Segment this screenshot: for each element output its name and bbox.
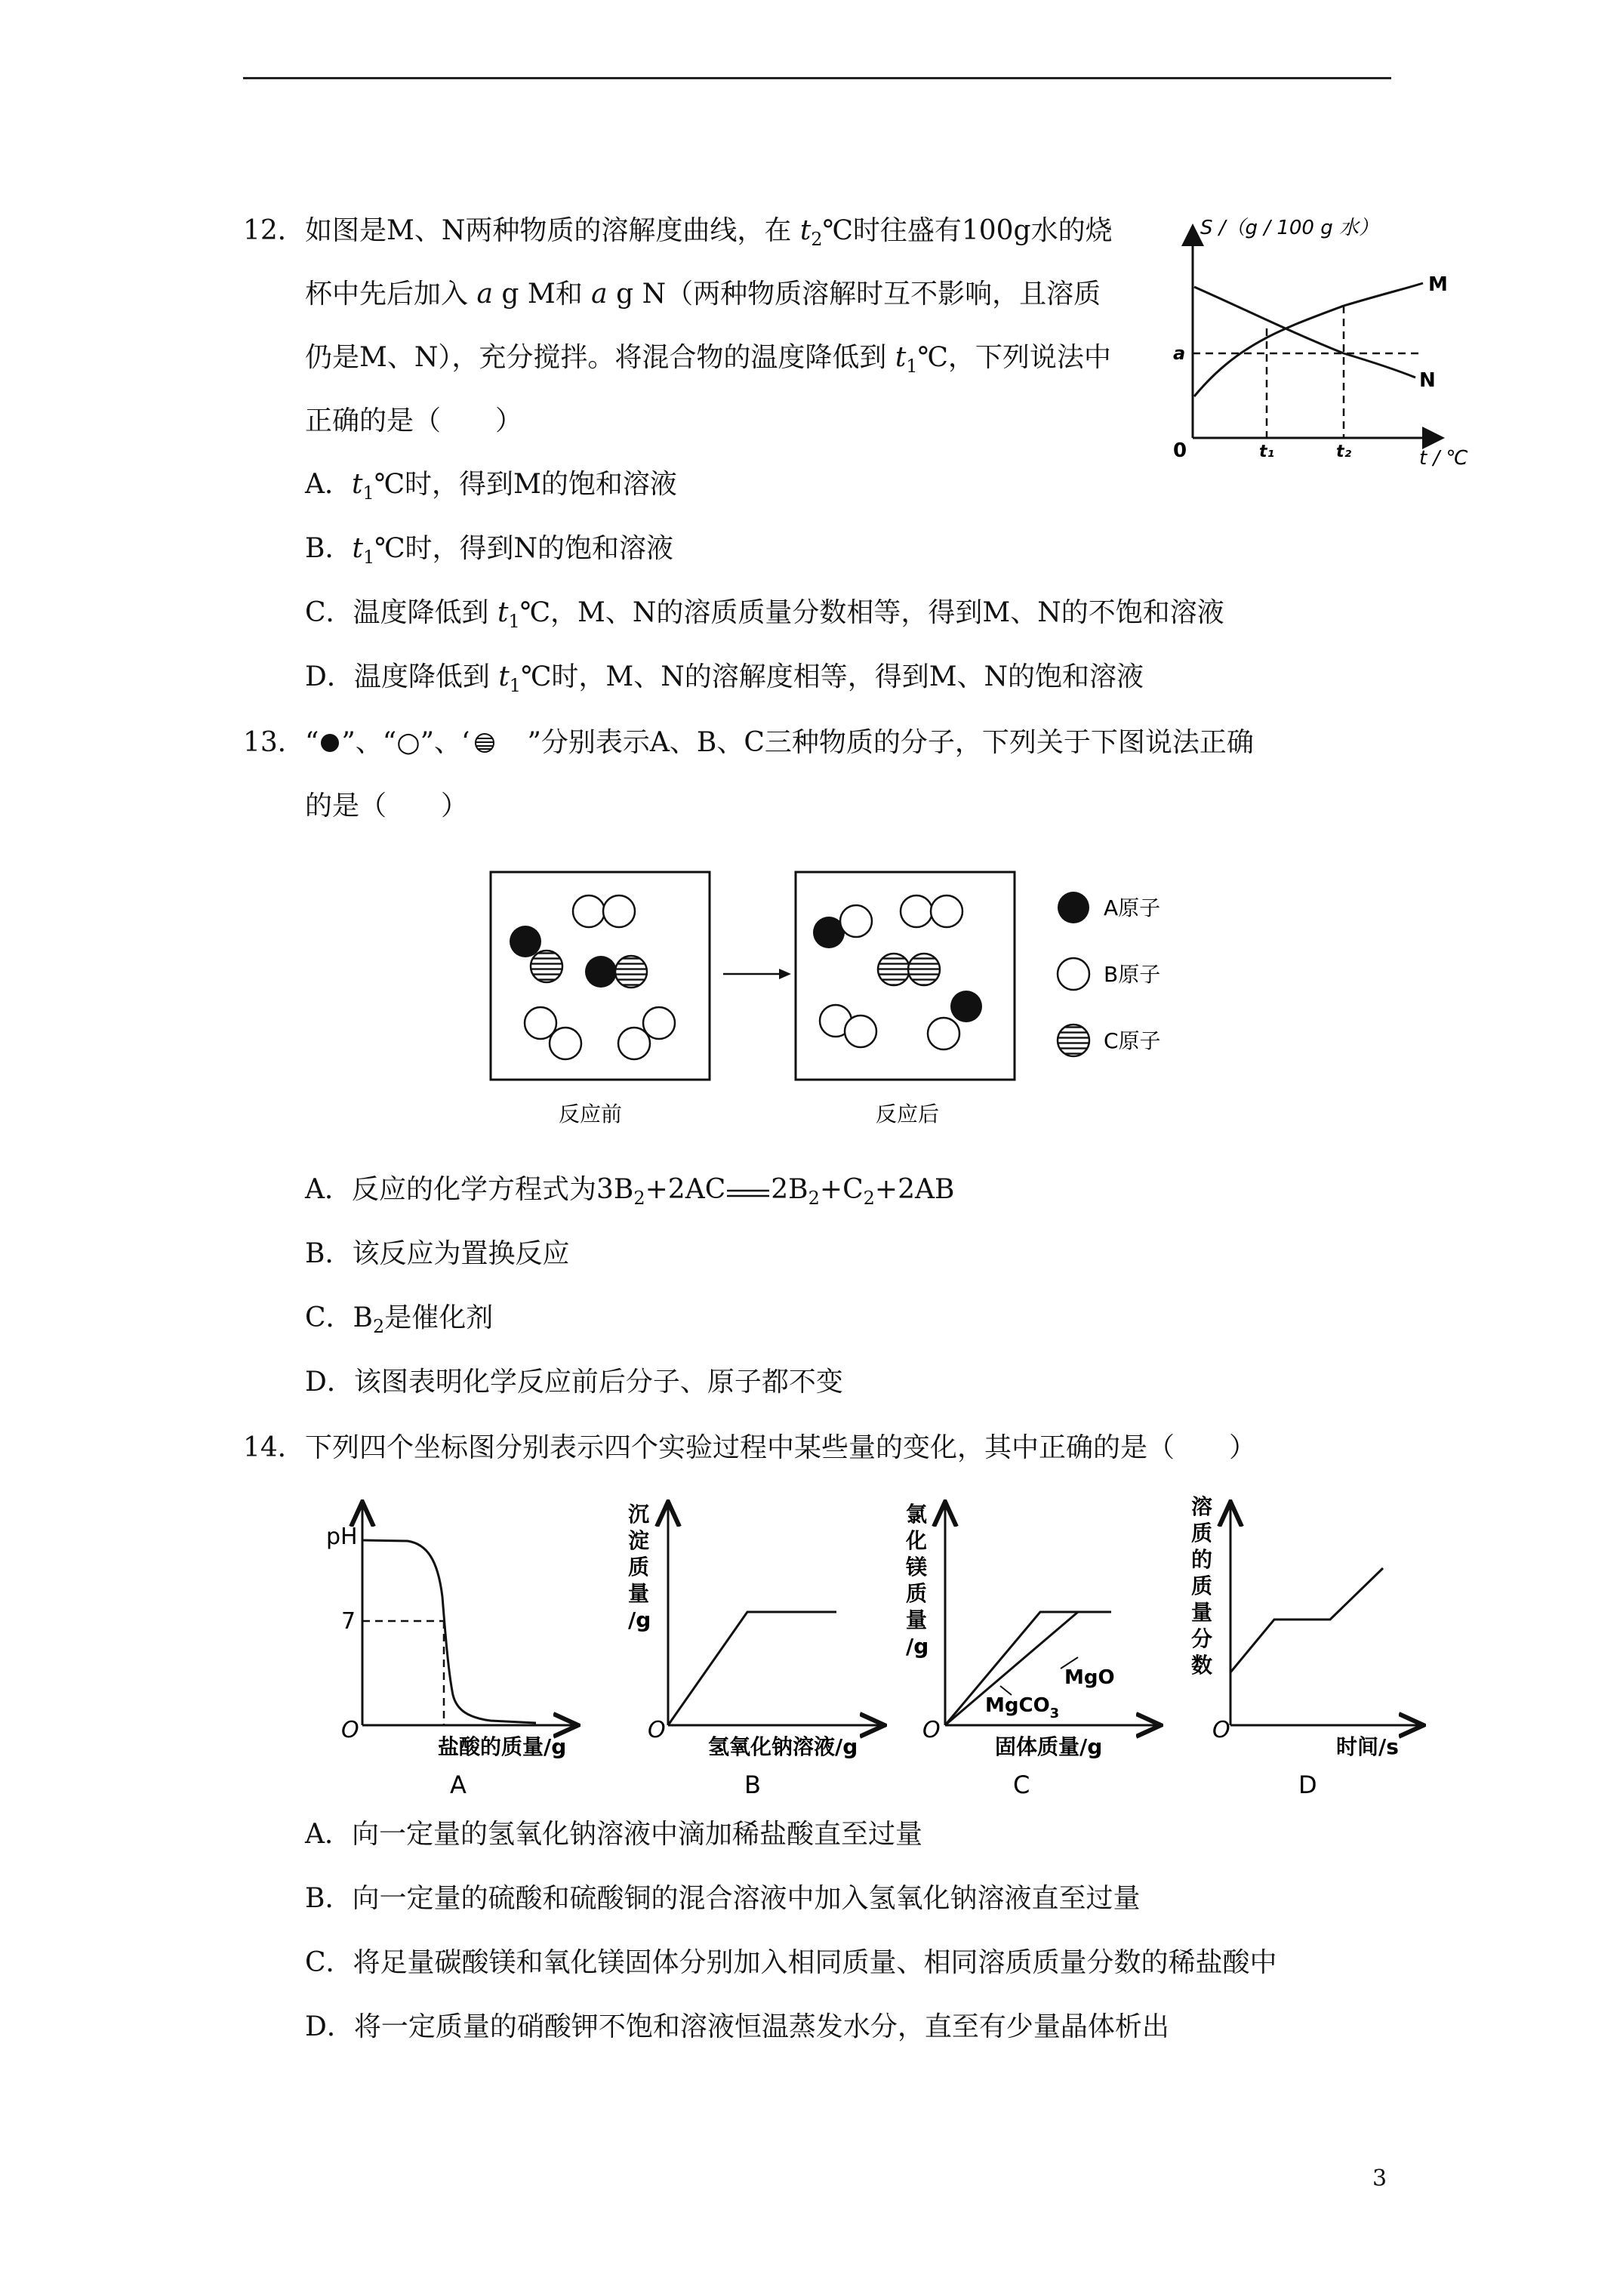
graph-c-letter: C <box>1013 1771 1030 1799</box>
graph-a-7-label: 7 <box>341 1608 356 1635</box>
mgo-label: MgO <box>1064 1666 1115 1689</box>
q12-option-a: A．$t_1℃$时，得到M的饱和溶液 <box>305 469 677 504</box>
page-number: 3 <box>1372 2165 1387 2192</box>
reaction-arrow-head <box>779 969 791 979</box>
after-label: 反应后 <box>876 1102 940 1126</box>
q12-option-d: D．温度降低到 $t_1℃$时，M、N的溶解度相等，得到M、N的饱和溶液 <box>305 661 1144 696</box>
q13-line-2: 的是（ ） <box>305 791 469 821</box>
header-rule <box>243 77 1391 79</box>
after-molecules <box>813 895 982 1049</box>
graph-b-y-char: 量 <box>628 1581 650 1606</box>
q12-option-b: B．$t_1℃$时，得到N的饱和溶液 <box>305 533 673 568</box>
graph-d-y-char: 质 <box>1191 1521 1213 1546</box>
graph-a-x-label: 盐酸的质量/g <box>438 1734 567 1759</box>
graph-c-y-char: 氯 <box>906 1502 928 1527</box>
q12-line-1: 12．如图是M、N两种物质的溶解度曲线，在 $t_2℃$时往盛有100g水的烧 <box>243 213 1113 249</box>
q14-number: 14． <box>243 1432 305 1463</box>
precipitate-line <box>668 1612 836 1725</box>
graph-c-origin: O <box>922 1717 941 1743</box>
graph-d-y-char: 数 <box>1191 1653 1213 1678</box>
x-axis-label: t / ℃ <box>1419 447 1468 470</box>
graph-c-y-char: 质 <box>906 1581 928 1606</box>
q12-number: 12． <box>243 215 305 246</box>
label-a: a <box>1173 343 1186 364</box>
legend-c-label: C原子 <box>1104 1028 1161 1053</box>
before-label: 反应前 <box>559 1102 623 1126</box>
legend-a-atom-icon <box>1058 892 1089 923</box>
graph-b-y-char: /g <box>628 1607 651 1632</box>
striped-atom-icon <box>470 732 500 754</box>
q13-option-d: D．该图表明化学反应前后分子、原子都不变 <box>305 1367 843 1398</box>
label-m: M <box>1428 273 1448 296</box>
graph-b-y-char: 质 <box>628 1555 650 1579</box>
graph-b-x-label: 氢氧化钠溶液/g <box>708 1734 858 1759</box>
label-n: N <box>1419 369 1436 392</box>
q12-solubility-graph <box>1163 211 1480 476</box>
q12-option-c: C．温度降低到 $t_1℃$，M、N的溶质质量分数相等，得到M、N的不饱和溶液 <box>305 597 1224 632</box>
q13-line-1: 13．“ ”、“○”、‘ ”分别表示A、B、C三种物质的分子，下列关于下图说法正确 <box>243 725 1254 761</box>
graph-c-y-char: 镁 <box>906 1555 928 1579</box>
graph-c-y-char: 量 <box>906 1607 928 1632</box>
graph-b-letter: B <box>744 1771 761 1799</box>
graph-a-letter: A <box>450 1771 467 1799</box>
legend-a-label: A原子 <box>1104 895 1161 920</box>
graph-b-y-char: 沉 <box>628 1502 650 1527</box>
q14-option-c: C．将足量碳酸镁和氧化镁固体分别加入相同质量、相同溶质质量分数的稀盐酸中 <box>305 1947 1277 1978</box>
q14-graphs <box>317 1491 1434 1808</box>
ph-curve <box>362 1540 536 1723</box>
t1-label: t₁ <box>1259 442 1275 461</box>
mass-fraction-line <box>1230 1568 1383 1672</box>
mgco3-label: MgCO$_3$ <box>985 1694 1060 1721</box>
graph-b-y-char: 淀 <box>628 1528 650 1553</box>
graph-c <box>905 1502 1156 1799</box>
black-atom-icon <box>319 732 341 754</box>
q12-line-2: 杯中先后加入 a g M和 a g N（两种物质溶解时互不影响，且溶质 <box>305 279 1101 310</box>
equals-sign <box>725 1186 771 1201</box>
q14-option-d: D．将一定质量的硝酸钾不饱和溶液恒温蒸发水分，直至有少量晶体析出 <box>305 2011 1169 2042</box>
q14-line-1: 14．下列四个坐标图分别表示四个实验过程中某些量的变化，其中正确的是（ ） <box>243 1430 1256 1466</box>
q13-option-b: B．该反应为置换反应 <box>305 1238 570 1269</box>
graph-d-y-char: 质 <box>1191 1573 1213 1598</box>
q14-option-b: B．向一定量的硫酸和硫酸铜的混合溶液中加入氢氧化钠溶液直至过量 <box>305 1883 1141 1914</box>
graph-d-x-label: 时间/s <box>1336 1734 1399 1759</box>
q13-reaction-diagram <box>483 861 1253 1140</box>
legend-b-atom-icon <box>1058 958 1089 990</box>
graph-b <box>628 1502 880 1799</box>
graph-d-y-char: 量 <box>1191 1600 1213 1625</box>
graph-a-origin: O <box>341 1717 359 1743</box>
before-molecules <box>510 895 675 1059</box>
graph-c-y-char: 化 <box>906 1528 928 1553</box>
t2-label: t₂ <box>1336 442 1352 461</box>
q14-option-a: A．向一定量的氢氧化钠溶液中滴加稀盐酸直至过量 <box>305 1819 922 1850</box>
legend-c-atom-icon <box>1058 1025 1089 1056</box>
y-axis-label: S /（g / 100 g 水） <box>1200 217 1378 239</box>
graph-d-y-char: 分 <box>1191 1626 1213 1651</box>
origin-label: 0 <box>1173 439 1187 462</box>
graph-d-origin: O <box>1212 1717 1230 1743</box>
graph-c-x-label: 固体质量/g <box>995 1734 1103 1759</box>
legend-b-label: B原子 <box>1104 962 1161 987</box>
graph-d-letter: D <box>1298 1771 1317 1799</box>
q12-line-3: 仍是M、N），充分搅拌。将混合物的温度降低到 $t_1℃$，下列说法中 <box>305 342 1111 377</box>
graph-c-y-char: /g <box>906 1634 929 1659</box>
graph-d-y-char: 溶 <box>1191 1494 1213 1519</box>
q13-option-c: C．$B_2$是催化剂 <box>305 1302 494 1337</box>
graph-b-origin: O <box>648 1717 666 1743</box>
graph-d <box>1191 1494 1419 1799</box>
q12-line-4: 正确的是（ ） <box>305 405 523 436</box>
graph-a-y-label: pH <box>326 1524 358 1550</box>
q13-number: 13． <box>243 727 305 758</box>
q13-option-a: A．反应的化学方程式为$3B_2+2AC$ $2B_2+C_2+2AB$ <box>305 1174 955 1209</box>
graph-d-y-char: 的 <box>1191 1547 1213 1572</box>
graph-a <box>326 1506 574 1799</box>
